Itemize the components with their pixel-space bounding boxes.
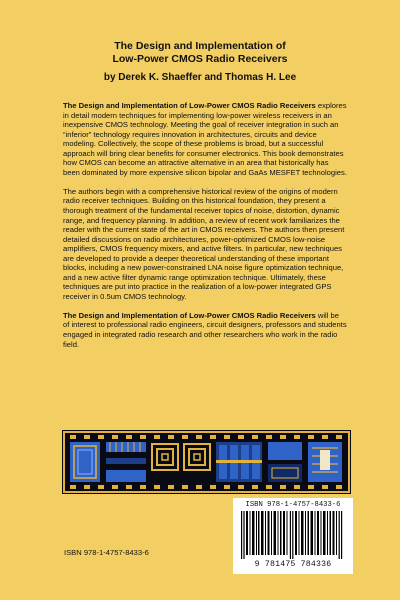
paragraph-3-text: will be of interest to professional radio engineers, circuit designers, professors and students engaged in integrated radio research and other researchers who work in the radio field.	[63, 310, 347, 349]
barcode-isbn: ISBN 978-1-4757-8433-6	[245, 501, 341, 509]
paragraph-2	[63, 187, 347, 302]
paragraph-2-text: The authors begin with a comprehensive historical review of the origins of modern radio receiver techniques. Building on this historical foundation, they present a thorough treatment of the fundamental receiver topics of noise, distortion, dynamic range, and frequency planning. In addition, a review of recent work familiarizes the reader with the current state of the art in CMOS receivers. The authors then present detailed discussions on radio architectures, power-optimized CMOS low-noise amplifiers, CMOS frequency mixers, and active filters. In particular, new techniques are developed to provide a deeper theoretical understanding of these important blocks, including a new power-constrained LNA noise figure optimization technique, and a new active filter dynamic range optimization technique. Ultimately, these techniques are put into practice in the realization of a low-power integrated GPS receiver in 0.5um CMOS technology.	[63, 186, 345, 301]
title-line-1: The Design and Implementation of	[114, 40, 286, 52]
chip-die-photo	[62, 430, 351, 494]
back-cover-text	[63, 101, 347, 359]
barcode-panel	[233, 498, 353, 574]
authors: by Derek K. Shaeffer and Thomas H. Lee	[103, 72, 297, 83]
title-line-2: Low-Power CMOS Radio Receivers	[112, 53, 288, 65]
isbn-text: ISBN 978-1-4757-8433-6	[64, 548, 149, 557]
barcode-icon	[241, 511, 345, 559]
paragraph-1-text: explores in detail modern techniques for implementing low-power wireless receivers in an inexpensive CMOS technology. Meeting the goal of receiver integration in such an “inferior” technology requires innovation in architectures, circuits and device modeling. Collectively, the scope of these problems is broad, but a successful approach will bring clear benefits for consumer electronics. This book demonstrates how CMOS can become an attractive alternative in an area that historically has been dominated by more expensive silicon bipolar and GaAs MESFET technologies.	[63, 101, 347, 177]
book-title	[0, 40, 400, 66]
paragraph-3-title: The Design and Implementation of Low-Power CMOS Radio Receivers	[63, 310, 316, 320]
paragraph-1-title: The Design and Implementation of Low-Power CMOS Radio Receivers	[63, 101, 316, 110]
barcode-digits: 9 781475 784336	[254, 560, 332, 569]
paragraph-1	[63, 101, 347, 177]
paragraph-3	[63, 311, 347, 349]
